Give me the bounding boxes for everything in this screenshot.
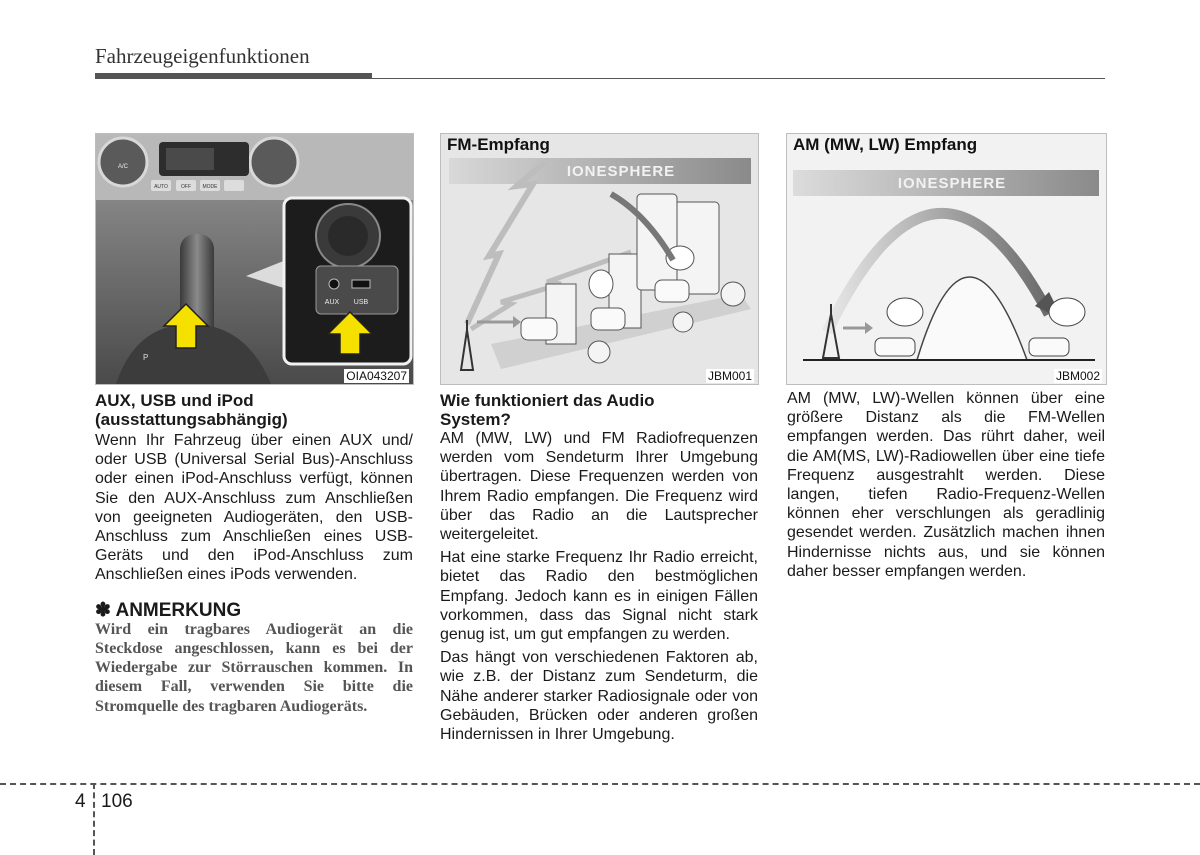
fm-ionosphere-label: IONESPHERE — [566, 163, 676, 180]
mode-button-label: MODE — [202, 184, 218, 190]
fm-reception-figure — [440, 133, 759, 385]
aux-usb-body: Wenn Ihr Fahrzeug über einen AUX und/ oder USB (Universal Serial Bus)-Anschluss oder einen iPod-Anschluss verfügt, können Sie den AUX-Anschluss zum Anschließen von geeigneten Audiogeräten, den USB-Anschluss zum Anschließen eines USB-Geräts und den iPod-Anschluss zum Anschließen eines iPods verwenden. — [95, 432, 413, 584]
audio-system-section — [440, 391, 758, 744]
page-header-title: Fahrzeugeigenfunktionen — [95, 44, 310, 68]
fm-figure-title: FM-Empfang — [447, 135, 550, 154]
note-heading: ✽ ANMERKUNG — [95, 599, 242, 621]
section-heading: AUX, USB und iPod — [95, 391, 254, 410]
paragraph: AM (MW, LW)-Wellen können über eine größere Distanz als die FM-Wellen empfangen werden. Das rührt daher, weil die AM(MS, LW)-Radiowellen über eine tiefe Frequenz ausgestrahlt werden. Diese langen, tiefen Radio-Frequenz-Wellen können eher verschlungen als geradlinig gesendet werden. Zusätzlich machen ihnen Hindernisse nichts aus, und sie können daher besser empfangen werden. — [787, 390, 1105, 580]
section-subheading: (ausstattungsabhängig) — [95, 410, 288, 429]
paragraph: Das hängt von verschiedenen Faktoren ab, wie z.B. der Distanz zum Sendeturm, die Nähe anderer starker Radiosignale oder von Gebäuden, Brücken oder anderen großen Hindernissen in Ihrer Umgebung. — [440, 649, 758, 744]
svg-text:P: P — [143, 353, 149, 362]
am-reception-illustration — [787, 134, 1106, 384]
footer-divider — [93, 783, 95, 855]
header-rule-thick — [95, 73, 372, 79]
auto-button-label: AUTO — [154, 184, 168, 190]
section-heading: Wie funktioniert das Audio — [440, 391, 655, 410]
aux-port-label: AUX — [324, 299, 340, 306]
aux-usb-section — [95, 391, 413, 716]
usb-port-label: USB — [353, 299, 369, 306]
aux-usb-figure — [95, 133, 414, 385]
aux-usb-illustration — [96, 134, 413, 384]
am-ionosphere-label: IONESPHERE — [897, 175, 1007, 192]
section-subheading: System? — [440, 410, 511, 429]
footer-rule — [0, 783, 1200, 785]
page-number: 106 — [101, 791, 133, 812]
header-rule-thin — [372, 78, 1105, 79]
am-figure-title: AM (MW, LW) Empfang — [793, 135, 978, 154]
off-button-label: OFF — [181, 184, 191, 190]
note-body: Wird ein tragbares Audiogerät an die Steckdose angeschlossen, kann es bei der Wiedergabe zur Störrauschen kommen. In diesem Fall, verwenden Sie bitte die Stromquelle des tragbaren Audiogeräts. — [95, 620, 413, 715]
paragraph: AM (MW, LW) und FM Radiofrequenzen werden vom Sendeturm Ihrer Umgebung übertragen. Diese Frequenzen werden von Ihrem Radio empfangen. Die Frequenz wird über das Radio an die Lautsprecher weitergeleitet. — [440, 430, 758, 544]
figure-code: JBM001 — [707, 369, 752, 383]
paragraph: Hat eine starke Frequenz Ihr Radio erreicht, bietet das Radio den bestmöglichen Empfang. Jedoch kann es in einigen Fällen vorkommen, dass das Signal nicht stark genug ist, um gut empfangen zu werden. — [440, 549, 758, 644]
ac-knob-label: A/C — [117, 164, 129, 170]
figure-code: JBM002 — [1055, 369, 1100, 383]
am-reception-figure — [786, 133, 1107, 385]
chapter-number: 4 — [75, 791, 86, 812]
fm-reception-illustration — [441, 134, 758, 384]
figure-code: OIA043207 — [346, 369, 407, 383]
am-explanation-section — [787, 389, 1105, 581]
